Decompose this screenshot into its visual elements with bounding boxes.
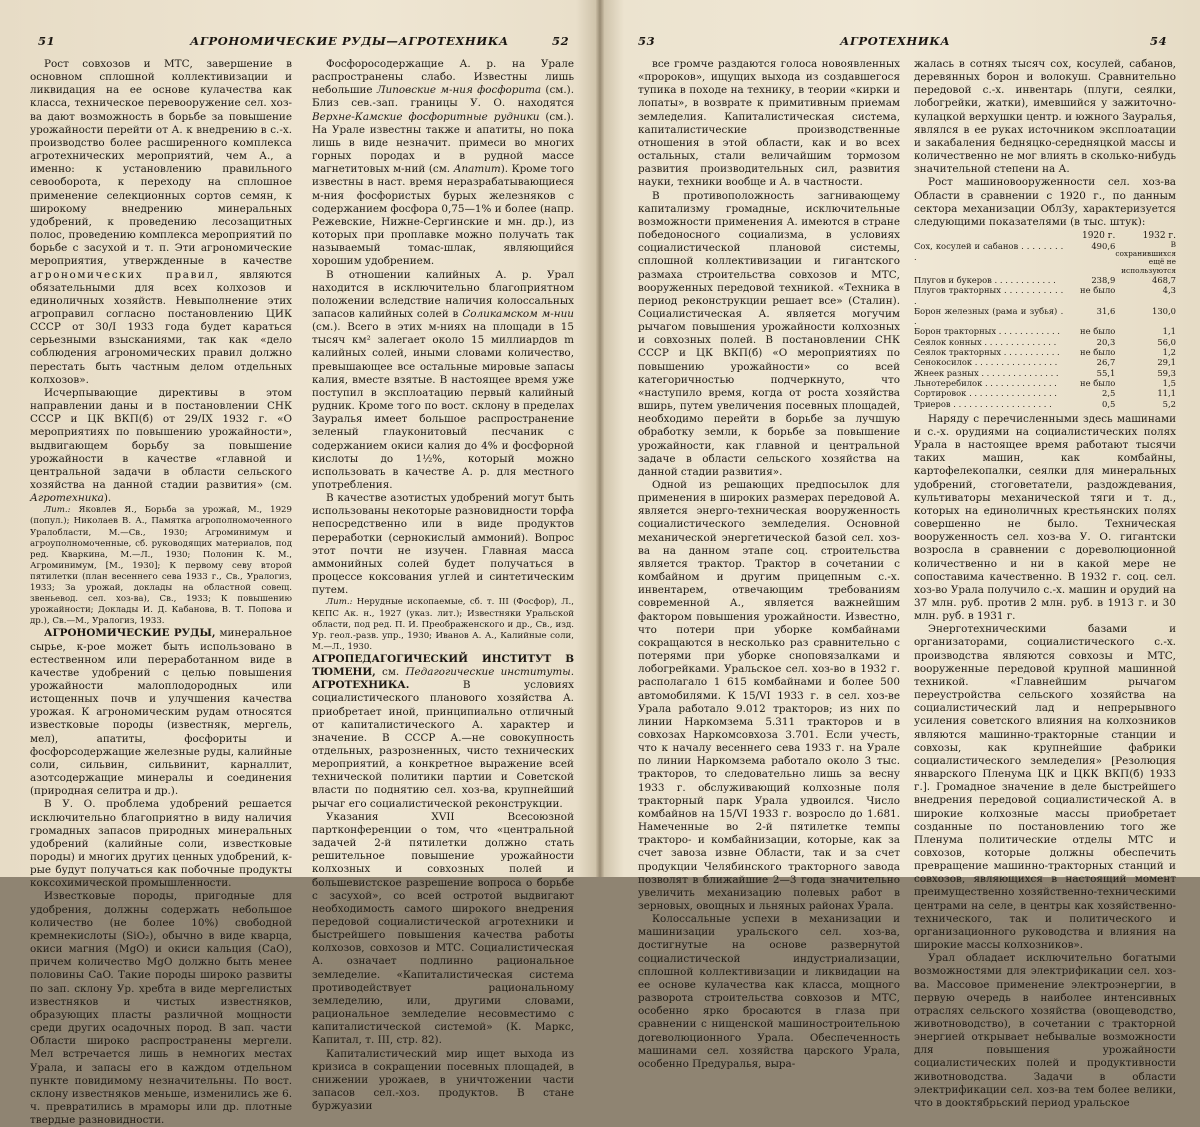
paragraph: Рост совхозов и МТС, завершение в основном сплошной коллективизации и ликвидация на ее основе кулачества как класса, техническое перевооружение сел. хоз-ва дают возможность в борьбе за повышение урожайности перейти от А. к внедрению в с.-х. производство более расширенного комплекса агротехнических мероприятий, чем А., а именно: к установлению правильного севооборота, к переходу на сплошное применение селекционных сортов семян, к широкому внедрению минеральных удобрений, к проведению лесозащитных полос, проведению комплекса мероприятий по борьбе с засухой и т. п. Эти агрономические мероприятия, утвержденные в качестве агрономических правил, являются обязательными для всех колхозов и единоличных хозяйств. Невыполнение этих агроправил согласно постановлению ЦИК СССР от 30/I 1933 года будет караться серьезными взысканиями, так как «дело соблюдения агрономических правил должно перестать быть частным делом отдельных колхозов». [30, 58, 292, 386]
page-number-54: 54 [1150, 34, 1168, 48]
right-page [602, 0, 1200, 1109]
column-2 [312, 58, 575, 1113]
table-row: Плугов и букеров . . . . . . . . . . . . 238,9 468,7 [914, 274, 1176, 285]
paragraph: Энерготехническими базами и организаторами, социалистического с.-х. производства являются совхозы и МТС, вооруженные передовой крупной машинной техникой. «Главнейшим рычагом переустройства сельского хозяйства на социалистический лад и непрерывного усиления советского влияния на колхозников являются машинно-тракторные станции и совхозы, как крупнейшие фабрики социалистического земледелия» [Резолюция январского Пленума ЦК и ЦКК ВКП(б) 1933 г.]. Громадное значение в деле быстрейшего внедрения передовой социалистической А. в широкие колхозные массы приобретает созданные по постановлению того же Пленума политические отделы МТС и совхозов, которые должны обеспечить превращение машинно-тракторных станций и совхозов, являющихся в настоящий момент преимущественно хозяйственно-техническими центрами на селе, в центры как хозяйственно-технического, так и политического и организационного руководства и влияния на широкие массы колхозников». [914, 623, 1176, 952]
table-row: Сеялок тракторных . . . . . . . . . . . не было 1,2 [914, 347, 1176, 358]
paragraph: Капиталистический мир ищет выхода из кризиса в сокращении посевных площадей, в снижении урожаев, в уничтожении части запасов сел.-хоз. продуктов. В стане буржуазии [312, 1047, 574, 1113]
article-title: АГРОТЕХНИКА. [312, 679, 410, 692]
paragraph: Известковые породы, пригодные для удобрения, должны содержать небольшое количество (не более 10%) свободной кремнекислоты (SiO₂), обычно в виде кварца, окиси магния (MgO) и окиси кальция (CaO), причем количество MgO должно быть менее половины CaO. Такие породы широко развиты по зап. склону Ур. хребта в виде мергелистых известняков и чистых известняков, образующих пласты различной мощности среди других осадочных пород. В зап. части Области широко распространены мергели. Мел встречается лишь в немногих местах Урала, и запасы его в каждом отдельном пункте повидимому незначительны. По вост. склону известняков меньше, изменились же 6. ч. превратились в мраморы или др. плотные твердые разновидности. [30, 890, 292, 1127]
table-row: Плугов тракторных . . . . . . . . . . . . не было 4,3 [914, 285, 1176, 306]
table-row: Жнеек разных . . . . . . . . . . . . . . . 55,1 59,3 [914, 367, 1176, 378]
paragraph: Колоссальные успехи в механизации и машинизации уральского сел. хоз-ва, достигнутые на основе развернутой социалистической индустриализации, сплошной коллективизации и ликвидации на ее основе кулачества как класса, мощного разворота строительства совхозов и МТС, особенно ярко бросаются в глаза при сравнении с нищенской машиностроительною доreволюционного Урала. Обеспеченность машинами сел. хозяйства царского Урала, особенно Предуралья, выра- [638, 913, 900, 1070]
paragraph: жалась в сотнях тысяч сох, косулей, сабанов, деревянных борон и волокуш. Сравнительно передовой с.-х. инвентарь (плуги, сеялки, лобогрейки, жатки), имевшийся у зажиточно-кулацкой верхушки центр. и южного Зауралья, являлся в ее руках источником эксплоатации и закабаления бедняцко-середняцкой массы и количественно не мог влиять в сколько-нибудь значительной степени на А. [914, 58, 1176, 176]
column-1 [30, 58, 292, 1127]
paragraph: все громче раздаются голоса новоявленных «пророков», ищущих выхода из создавшегося тупика в походе на технику, в теории «кирки и лопаты», в возврате к примитивным приемам земледелия. Капиталистическая система, капиталистические производственные отношения в этой области, как и во всех остальных, стали величайшим тормозом развития производительных сил, развития науки, техники вообще и А. в частности. [638, 58, 900, 189]
paragraph: В противоположность загнивающему капитализму громадные, исключительные возможности применения А. имеются в стране победоносного социализма, в условиях социалистической плановой системы, сплошной коллективизации и гигантского размаха строительства совхозов и МТС, вооруженных передовой техникой. «Техника в период реконструкции решает все» (Сталин). Социалистическая А. является могучим рычагом повышения урожайности колхозных и совхозных полей. В постановлении СНК СССР и ЦК ВКП(б) «О мероприятиях по повышению урожайности» со всей категоричностью подчеркнуто, что «наступило время, когда от роста хозяйства вширь, путем увеличения посевных площадей, необходимо перейти в борьбе за лучшую обработку земли, к борьбе за повышение урожайности, как главной и центральной задаче в области сельского хозяйства на данной стадии развития». [638, 189, 900, 478]
running-title-left: АГРОНОМИЧЕСКИЕ РУДЫ—АГРОТЕХНИКА [190, 34, 509, 48]
table-header-row [914, 231, 1176, 241]
column-header-1920: 1920 г. [1081, 231, 1116, 242]
paragraph: Фосфоросодержащие А. р. на Урале распространены слабо. Известны лишь небольшие Липовские м-ния фосфорита (см.). Близ сев.-зап. границы У. О. находятся Верхне-Камские фосфоритные рудники (см.). На Урале известны также и апатиты, но пока лишь в виде незначит. примеси во многих горных породах и в рудной массе магнетитовых м-ний (см. Апатит). Кроме того известны в наст. время неразрабатывающиеся м-ния фосфористых бурых железняков с содержанием фосфора 0,75—1% и более (напр. Режевские, Нижне-Сергинские и мн. др.), из которых при проплавке можно получать так называемый томас-шлак, являющийся хорошим удобрением. [312, 58, 575, 268]
article-title: АГРОПЕДАГОГИЧЕСКИЙ ИНСТИТУТ В ТЮМЕНИ, [312, 652, 574, 679]
paragraph: В качестве азотистых удобрений могут быть использованы некоторые разновидности торфа непосредственно или в виде продуктов переработки (сернокислый аммоний). Вопрос этот почти не изучен. Главная масса аммонийных солей будет получаться в процессе коксования углей и синтетическим путем. [312, 492, 574, 597]
paragraph: Урал обладает исключительно богатыми возможностями для электрификации сел. хоз-ва. Массовое применение электроэнергии, в первую очередь в наиболее интенсивных отраслях сельского хозяйства (овощеводство, животноводство), в сочетании с тракторной энергией открывает небывалые возможности для повышения урожайности социалистических полей и продуктивности животноводства. Задачи в области электрификации сел. хоз-ва тем более велики, что в доoктябрьский период уральское [914, 952, 1176, 1109]
paragraph: Исчерпывающие директивы в этом направлении даны и в постановлении СНК СССР и ЦК ВКП(б) от 29/IX 1932 г. «О мероприятиях по повышению урожайности», выдвигающем борьбу за повышение урожайности в качестве «главной и центральной задачи в области сельского хозяйства на данной стадии развития» (см. Агротехника). [30, 386, 292, 505]
paragraph: Наряду с перечисленными здесь машинами и с.-х. орудиями на социалистических полях Урала в настоящее время работают тысячи таких машин, как комбайны, картофелекопалки, сеялки для минеральных удобрений, стоговетатели, раздождевания, культиваторы механической тяги и т. д., которых на единоличных крестьянских полях совершенно не было. Техническая вооруженность сел. хоз-ва У. О. гигантски возросла в сравнении с дореволюционной количественно и ни в какой мере не сопоставима качественно. В 1932 г. соц. сел. хоз-во Урала получило с.-х. машин и орудий на 37 млн. руб. против 2 млн. руб. в 1913 г. и 30 млн. руб. в 1931 г. [914, 412, 1176, 623]
page-number-53: 53 [638, 34, 656, 48]
running-title-right: АГРОТЕХНИКА [840, 34, 951, 48]
table-row: Сеялок конных . . . . . . . . . . . . . . 20,3 56,0 [914, 336, 1176, 347]
table-row: Борон железных (рама и зубья) . . 31,6 130,0 [914, 305, 1176, 327]
table-row: Сенокосилок . . . . . . . . . . . . . . . . 26,7 29,1 [914, 357, 1176, 368]
left-page-header [0, 34, 598, 52]
table-row: Сох, косулей и сабанов . . . . . . . . . 490,6 В сохранившихся ещё не используются [914, 240, 1176, 275]
table-row: Триеров . . . . . . . . . . . . . . . . . . . 0,5 5,2 [914, 398, 1176, 409]
page-number-51: 51 [38, 34, 56, 48]
paragraph: В отношении калийных А. р. Урал находится в исключительно благоприятном положении вследствие наличия колоссальных запасов калийных солей в Соликамском м-нии (см.). Всего в этих м-ниях на площади в 15 тысяч км² залегает около 15 миллиардов m калийных солей, иными словами количество, превышающее все остальные мировые запасы калия, вместе взятые. В настоящее время уже поступил в эксплоатацию первый калийный рудник. Кроме того по вост. склону в пределах Зауралья имеет большое распространение зеленый глауконитовый песчаник с содержанием окиси калия до 4% и фосфорной кислоты до 1½%, который можно использовать в качестве А. р. для местного употребления. [312, 268, 574, 491]
column-header-1932: 1932 г. [1142, 231, 1176, 242]
machinery-table [914, 231, 1176, 409]
column-4 [914, 58, 1176, 1109]
page-number-52: 52 [552, 34, 570, 48]
paragraph: Одной из решающих предпосылок для применения в широких размерах передовой А. является энерго-техническая вооруженность социалистического земледелия. Основной механической энергетической базой сел. хоз-ва на данном этапе соц. строительства является трактор. Трактор в сочетании с комбайном и другим прицепным с.-х. инвентарем, отвечающим требованиям современной А., является важнейшим фактором повышения урожайности. Известно, что потери при уборке комбайнами сокращаются в несколько раз сравнительно с потерями при уборке сноповязалками и лобогрейками. Уральское сел. хоз-во в 1932 г. располагало 1 615 комбайнами и более 500 автомобилями. К 15/VI 1933 г. в сел. хоз-ве Урала работало 9.012 тракторов; из них по линии Наркомзема 5.311 тракторов и в совхозах Наркомсовхоза 3.701. Если учесть, что к началу весеннего сева 1933 г. на Урале по линии Наркомзема работало около 3 тыс. тракторов, то следовательно лишь за весну 1933 г. обслуживающий колхозные поля тракторный парк Урала удвоился. Число комбайнов на 15/VI 1933 г. возросло до 1.681. Намеченные во 2-й пятилетке темпы тракторо- и комбайнизации, которые, как за счет завоза извне Области, так и за счет продукции Челябинского тракторного завода позволят в ближайшие 2—3 года значительно увеличить механизацию полевых работ в зерновых, овощных и льняных районах Урала. [638, 479, 900, 912]
right-page-header [602, 34, 1200, 52]
table-row: Борон тракторных . . . . . . . . . . . . не было 1,1 [914, 326, 1176, 337]
article-agropedagogical-institute: АГРОПЕДАГОГИЧЕСКИЙ ИНСТИТУТ В ТЮМЕНИ, см. Педагогические институты. АГРОТЕХНИКА. В условиях социалистического планового хозяйства А. приобретает иной, принципиально отличный от капиталистического А. характер и значение. В СССР А.—не совокупность отдельных, разрозненных, чисто технических мероприятий, а конкретное выражение всей технической политики партии и Советской власти по поднятию сел. хоз-ва, крупнейший рычаг его социалистической реконструкции. [312, 652, 575, 810]
article-title: АГРОНОМИЧЕСКИЕ РУДЫ, [44, 627, 216, 640]
paragraph: Указания XVII Всесоюзной партконференции о том, что «центральной задачей 2-й пятилетки должно стать решительное повышение урожайности колхозных и совхозных полей и большевистское разрешение вопроса о борьбе с засухой», со всей остротой выдвигают необходимость самого широкого внедрения передовой социалистической агротехники и быстрейшего повышения качества работы колхозов, совхозов и МТС. Социалистическая А. означает подлинно рациональное земледелие. «Капиталистическая система противодействует рациональному земледелию, или, другими словами, рациональное земледелие несовместимо с капиталистической системой» (К. Маркс, Капитал, т. III, стр. 82). [312, 810, 574, 1047]
paragraph: Рост машиновооруженности сел. хоз-ва Области в сравнении с 1920 г., по данным сектора механизации ОблЗу, характеризуется следующими показателями (в тыс. штук): [914, 176, 1176, 228]
table-row: Льнотеребилок . . . . . . . . . . . . . . не было 1,5 [914, 377, 1176, 388]
article-agronomic-ores: АГРОНОМИЧЕСКИЕ РУДЫ, минеральное сырье, к-рое может быть использовано в естественном или переработанном виде в качестве удобрений с целью повышения урожайности малоплодородных или истощенных почв и улучшения качества урожая. К агрономическим рудам относятся известковые породы (известняк, мергель, мел), апатиты, фосфориты и фосфорсодержащие железные руды, калийные соли, сильвин, сильвинит, карналлит, азотсодержащие минералы и соединения (природная селитра и др.). [30, 627, 292, 798]
literature-note: Лит.: Нерудные ископаемые, сб. т. III (Фосфор), Л., КЕПС Ак. н., 1927 (указ. лит.); Известняки Уральской области, под ред. П. И. Преображенского и др., Св., изд. Ур. геол.-разв. упр., 1930; Иванов А. А., Калийные соли, М.—Л., 1930. [312, 597, 574, 652]
literature-note: Лит.: Яковлев Я., Борьба за урожай, М., 1929 (попул.); Николаев В. А., Памятка агрополномоченного Уралобласти, М.—Св., 1930; Агроминимум и агроуполномоченные, сб. руководящих материалов, под ред. Кваркина, М.—Л., 1930; Полонин К. М., Агроминимум, [М., 1930]; К первому севу второй пятилетки (план весеннего сева 1933 г., Св., Уралогиз, 1933; За урожай, доклады на областной совещ. звеньевод. сел. хоз-ва), Св., 1933; К повышению урожайности; Доклады И. Д. Кабанова, В. Т. Попова и др.), Св.—М., Уралогиз, 1933. [30, 505, 292, 627]
paragraph: В У. О. проблема удобрений решается исключительно благоприятно в виду наличия громадных запасов природных минеральных удобрений (калийные соли, известковые породы) и многих других ценных удобрений, к-рые будут получаться как побочные продукты коксохимической промышленности. [30, 798, 292, 890]
column-3 [638, 58, 900, 1070]
left-page [0, 0, 598, 1127]
table-row: Сортировок . . . . . . . . . . . . . . . . . 2,5 11,1 [914, 388, 1176, 399]
